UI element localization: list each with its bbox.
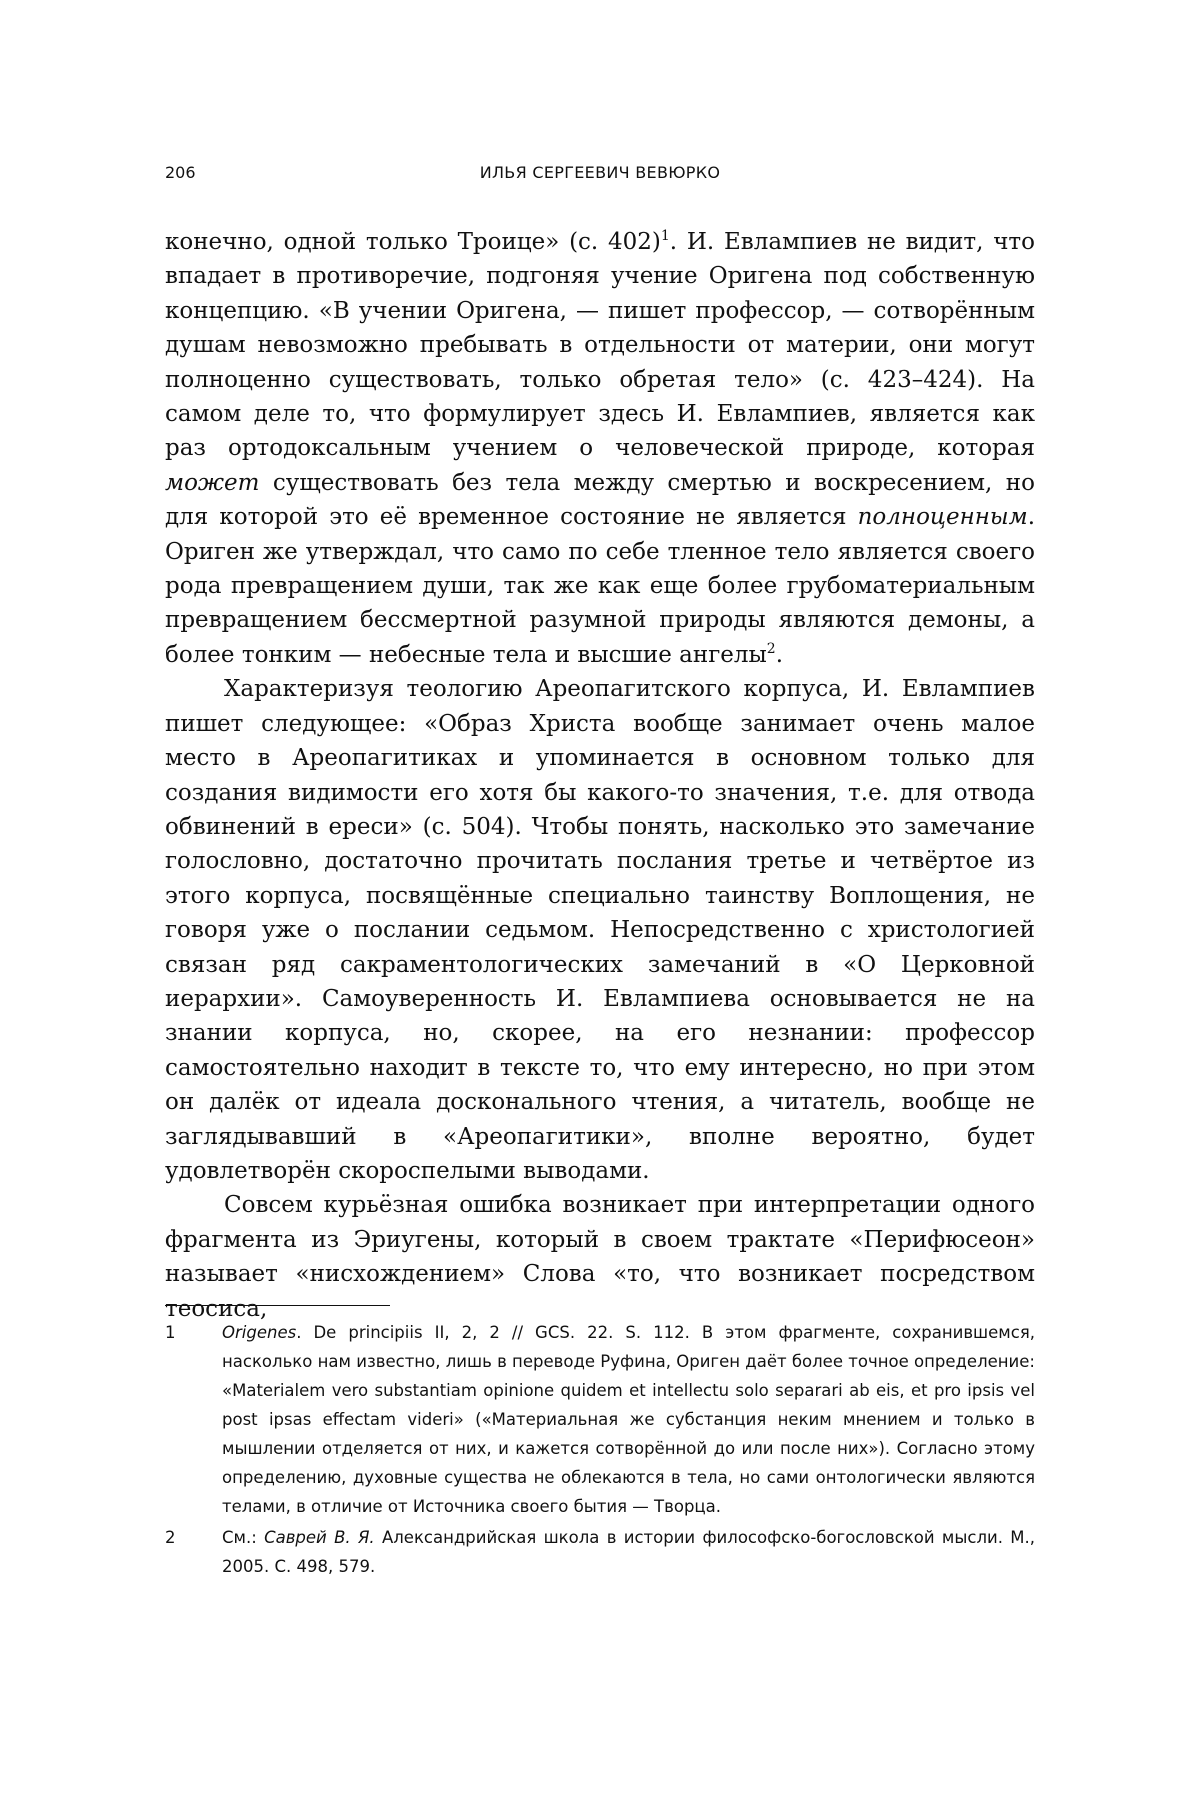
footnote-1 bbox=[165, 1318, 1035, 1521]
page-number: 206 bbox=[165, 163, 196, 182]
p1-emphasis-1: может bbox=[165, 469, 260, 496]
footnote-author: Саврей В. Я. bbox=[264, 1528, 375, 1547]
footnote-ref-1[interactable]: 1 bbox=[660, 228, 670, 244]
footnote-ref-2[interactable]: 2 bbox=[766, 640, 776, 657]
p1-emphasis-2: полноценным bbox=[857, 504, 1028, 531]
footnote-text: Александрийская школа в истории философско-богословской мысли. М., 2005. С. 498, 579. bbox=[222, 1528, 1035, 1576]
footnote-number: 2 bbox=[165, 1528, 176, 1547]
main-text bbox=[165, 225, 1035, 1326]
running-title: ИЛЬЯ СЕРГЕЕВИЧ ВЕВЮРКО bbox=[479, 163, 721, 182]
paragraph-3: Совсем курьёзная ошибка возникает при интерпретации одного фрагмента из Эриугены, который в своем трактате «Перифюсеон» называет «нисхождением» Слова «то, что возникает посредством теосиса, bbox=[165, 1192, 1035, 1322]
paragraph-1 bbox=[165, 225, 1035, 672]
p1-text-4: . Ориген же утверждал, что само по себе тленное тело является своего рода превращением души, так же как еще более грубоматериальным превращением бессмертной разумной природы являются демоны, а более тонким — небесные тела и высшие ангелы bbox=[165, 504, 1035, 668]
footnote-prefix: См.: bbox=[222, 1528, 265, 1547]
running-head bbox=[165, 163, 1035, 187]
footnote-number: 1 bbox=[165, 1323, 176, 1342]
footnote-text: . De principiis II, 2, 2 // GCS. 22. S. 112. В этом фрагменте, сохранившемся, насколько нам известно, лишь в переводе Руфина, Ориген даёт более точное определение: «Materialem vero substantiam opinione quidem et intellectu solo separari ab eis, et pro ipsis vel post ipsas effectam videri» («Материальная же субстанция неким мнением и только в мышлении отделяется от них, и кажется сотворённой до или после них»). Согласно этому определению, духовные существа не облекаются в тела, но сами онтологически являются телами, в отличие от Источника своего бытия — Творца. bbox=[222, 1323, 1035, 1516]
footnote-2 bbox=[165, 1523, 1035, 1581]
p1-text-5: . bbox=[775, 641, 784, 668]
paragraph-2: Характеризуя теологию Ареопагитского корпуса, И. Евлампиев пишет следующее: «Образ Христа вообще занимает очень малое место в Ареопагитиках и упоминается в основном только для создания видимости его хотя бы какого-то значения, т.е. для отвода обвинений в ереси» (с. 504). Чтобы понять, насколько это замечание голословно, достаточно прочитать послания третье и четвёртое из этого корпуса, посвящённые специально таинству Воплощения, не говоря уже о послании седьмом. Непосредственно с христологией связан ряд сакраментологических замечаний в «О Церковной иерархии». Самоуверенность И. Евлампиева основывается не на знании корпуса, но, скорее, на его незнании: профессор самостоятельно находит в тексте то, что ему интересно, но при этом он далёк от идеала досконального чтения, а читатель, вообще не заглядывавший в «Ареопагитики», вполне вероятно, будет удовлетворён скороспелыми выводами. bbox=[165, 676, 1035, 1184]
p1-text-1: конечно, одной только Троице» (с. 402) bbox=[165, 229, 661, 255]
footnote-author: Origenes bbox=[222, 1323, 297, 1342]
p1-text-2: . И. Евлампиев не видит, что впадает в противоречие, подгоняя учение Оригена под собственную концепцию. «В учении Оригена, — пишет профессор, — сотворённым душам невозможно пребывать в отдельности от материи, они могут полноценно существовать, только обретая тело» (с. 423–424). На самом деле то, что формулирует здесь И. Евлампиев, является как раз ортодоксальным учением о человеческой природе, которая bbox=[165, 229, 1035, 462]
p1-text-3: существовать без тела между смертью и воскресением, но для которой это её временное состояние не является bbox=[165, 469, 1035, 531]
footnote-separator bbox=[165, 1305, 390, 1306]
footnotes bbox=[165, 1318, 1035, 1581]
